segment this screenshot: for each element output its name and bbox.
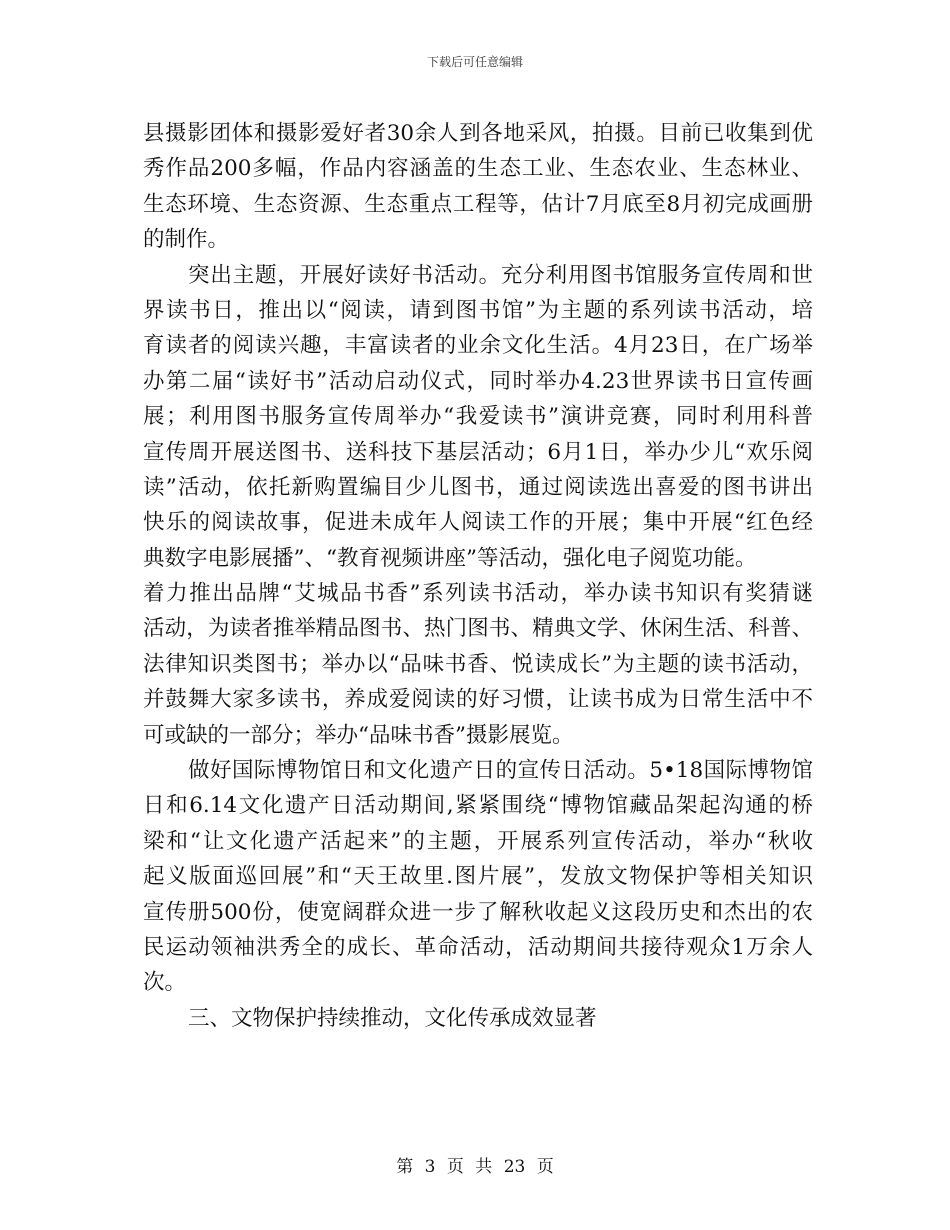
- text-line: 育读者的阅读兴趣，丰富读者的业余文化生活。4月23日，在广场举: [143, 333, 813, 359]
- text-line: 办第二届“读好书”活动启动仪式，同时举办4.23世界读书日宣传画: [143, 368, 813, 394]
- text-line: 县摄影团体和摄影爱好者30余人到各地采风，拍摄。目前已收集到优: [143, 121, 813, 146]
- text-line: 宣传周开展送图书、送科技下基层活动；6月1日，举办少儿“欢乐阅: [143, 439, 813, 465]
- text-line: 生态环境、生态资源、生态重点工程等，估计7月底至8月初完成画册: [143, 191, 813, 217]
- text-line: 三、文物保护持续推动，文化传承成效显著: [188, 1005, 597, 1031]
- text-line: 并鼓舞大家多读书，养成爱阅读的好习惯，让读书成为日常生活中不: [143, 687, 813, 713]
- text-line: 可或缺的一部分；举办“品味书香”摄影展览。: [143, 722, 574, 748]
- text-line: 展；利用图书服务宣传周举办“我爱读书”演讲竞赛，同时利用科普: [143, 404, 813, 430]
- text-line: 秀作品200多幅，作品内容涵盖的生态工业、生态农业、生态林业、: [143, 156, 813, 182]
- text-line: 做好国际博物馆日和文化遗产日的宣传日活动。5•18国际博物馆: [188, 758, 813, 784]
- document-body: [143, 116, 813, 1036]
- text-line: 的制作。: [143, 227, 230, 253]
- text-line: 法律知识类图书；举办以“品味书香、悦读成长”为主题的读书活动，: [143, 651, 813, 677]
- text-line: 宣传册500份，使宽阔群众进一步了解秋收起义这段历史和杰出的农: [143, 899, 813, 925]
- page-header-note: 下载后可任意编辑: [426, 55, 523, 69]
- text-line: 读”活动，依托新购置编目少儿图书，通过阅读选出喜爱的图书讲出: [143, 474, 813, 500]
- text-line: 着力推出品牌“艾城品书香”系列读书活动，举办读书知识有奖猜谜: [143, 581, 813, 607]
- text-line: 起义版面巡回展”和“天王故里.图片展”，发放文物保护等相关知识: [143, 864, 813, 890]
- text-line: 梁和“让文化遗产活起来”的主题，开展系列宣传活动，举办“秋收: [143, 828, 813, 854]
- text-line: 快乐的阅读故事，促进未成年人阅读工作的开展；集中开展“红色经: [143, 510, 813, 536]
- text-line: 次。: [143, 970, 187, 996]
- text-line: 界读书日，推出以“阅读，请到图书馆”为主题的系列读书活动，培: [143, 297, 813, 323]
- text-line: 活动，为读者推举精品图书、热门图书、精典文学、休闲生活、科普、: [143, 616, 813, 642]
- text-line: 日和6.14文化遗产日活动期间,紧紧围绕“博物馆藏品架起沟通的桥: [143, 793, 813, 819]
- text-line: 民运动领袖洪秀全的成长、革命活动，活动期间共接待观众1万余人: [143, 934, 813, 960]
- page-number-footer: 第 3 页 共 23 页: [396, 1157, 554, 1177]
- text-line: 典数字电影展播”、“教育视频讲座”等活动，强化电子阅览功能。: [143, 545, 757, 571]
- text-line: 突出主题，开展好读好书活动。充分利用图书馆服务宣传周和世: [188, 262, 813, 288]
